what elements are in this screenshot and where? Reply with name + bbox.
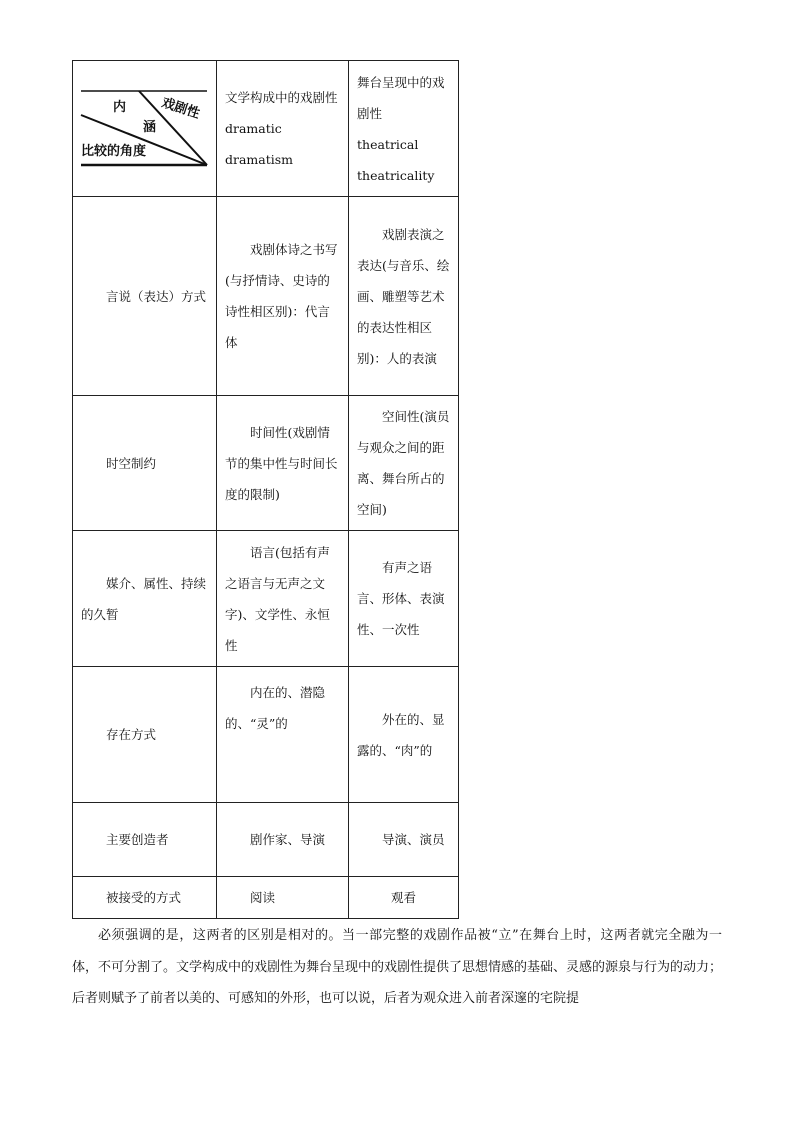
row-stage: 戏剧表演之表达(与音乐、绘画、雕塑等艺术的表达性相区别)：人的表演 — [349, 197, 459, 396]
row-literary: 剧作家、导演 — [217, 803, 349, 877]
table-row — [73, 396, 459, 531]
row-literary: 戏剧体诗之书写(与抒情诗、史诗的诗性相区别)：代言体 — [217, 197, 349, 396]
diagonal-label-middle: 涵 — [143, 119, 157, 135]
row-stage: 空间性(演员与观众之间的距离、舞台所占的空间) — [349, 396, 459, 531]
row-stage: 观看 — [349, 877, 459, 919]
diagonal-header-graphic — [79, 89, 210, 169]
row-aspect: 主要创造者 — [73, 803, 217, 877]
diagonal-label-bottom: 比较的角度 — [81, 143, 147, 159]
table-header-row — [73, 61, 459, 197]
table-row — [73, 667, 459, 803]
row-stage: 外在的、显露的、“肉”的 — [349, 667, 459, 803]
row-aspect: 媒介、属性、持续的久暂 — [73, 531, 217, 667]
table-row — [73, 531, 459, 667]
table-row — [73, 197, 459, 396]
header-literary: 文学构成中的戏剧性 dramatic dramatism — [217, 61, 349, 197]
row-aspect: 时空制约 — [73, 396, 217, 531]
row-literary: 时间性(戏剧情节的集中性与时间长度的限制) — [217, 396, 349, 531]
row-aspect: 存在方式 — [73, 667, 217, 803]
comparison-table — [72, 60, 459, 919]
row-aspect: 言说（表达）方式 — [73, 197, 217, 396]
row-stage: 有声之语言、形体、表演性、一次性 — [349, 531, 459, 667]
diagonal-header-cell — [73, 61, 217, 197]
row-literary: 内在的、潜隐的、“灵”的 — [217, 667, 349, 803]
header-stage: 舞台呈现中的戏剧性 theatrical theatricality — [349, 61, 459, 197]
diagonal-label-top: 内 — [113, 99, 127, 115]
diagonal-label-right: 戏剧性 — [159, 95, 202, 122]
row-aspect: 被接受的方式 — [73, 877, 217, 919]
row-literary: 阅读 — [217, 877, 349, 919]
table-row — [73, 803, 459, 877]
row-literary: 语言(包括有声之语言与无声之文字)、文学性、永恒性 — [217, 531, 349, 667]
table-row — [73, 877, 459, 919]
row-stage: 导演、演员 — [349, 803, 459, 877]
body-paragraph: 必须强调的是，这两者的区别是相对的。当一部完整的戏剧作品被“立”在舞台上时，这两者就完全融为一体，不可分割了。文学构成中的戏剧性为舞台呈现中的戏剧性提供了思想情感的基础、灵感的源泉与行为的动力；后者则赋予了前者以美的、可感知的外形，也可以说，后者为观众进入前者深邃的宅院提 — [72, 928, 723, 1006]
